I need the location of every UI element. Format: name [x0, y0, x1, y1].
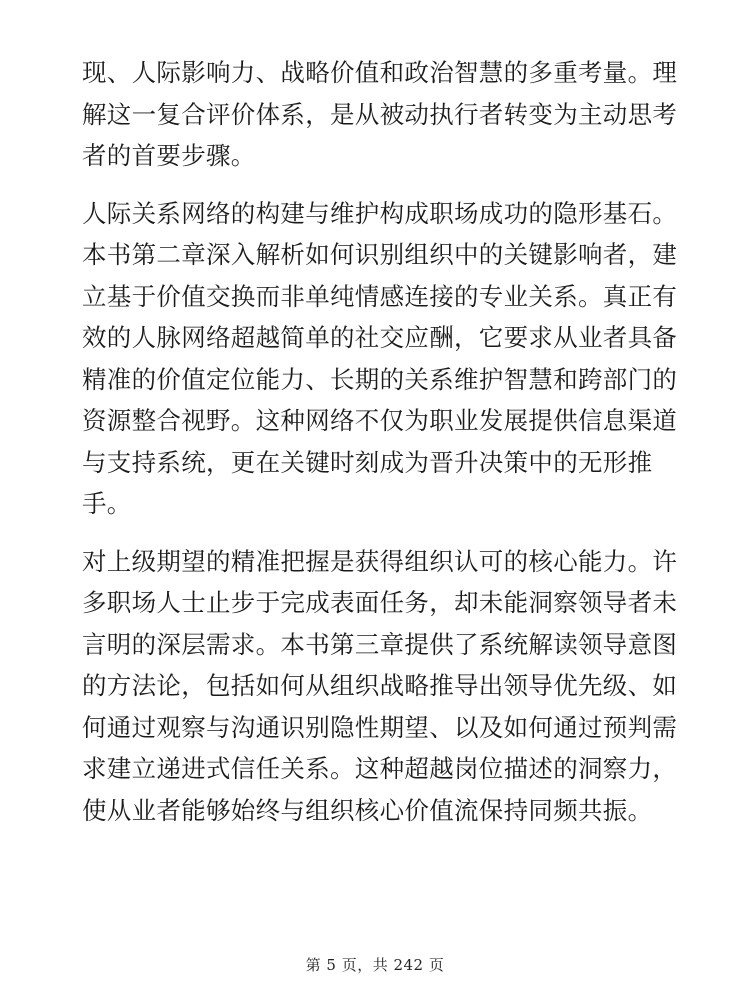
page-body — [82, 52, 678, 847]
paragraph-3: 对上级期望的精准把握是获得组织认可的核心能力。许多职场人士止步于完成表面任务，却未能洞察领导者未言明的深层需求。本书第三章提供了系统解读领导意图的方法论，包括如何从组织战略推导出领导优先级、如何通过观察与沟通识别隐性期望、以及如何通过预判需求建立递进式信任关系。这种超越岗位描述的洞察力，使从业者能够始终与组织核心价值流保持同频共振。 — [82, 546, 678, 825]
page-number-footer: 第 5 页，共 242 页 — [305, 956, 445, 974]
paragraph-2: 人际关系网络的构建与维护构成职场成功的隐形基石。本书第二章深入解析如何识别组织中的关键影响者，建立基于价值交换而非单纯情感连接的专业关系。真正有效的人脉网络超越简单的社交应酬，它要求从业者具备精准的价值定位能力、长期的关系维护智慧和跨部门的资源整合视野。这种网络不仅为职业发展提供信息渠道与支持系统，更在关键时刻成为晋升决策中的无形推手。 — [82, 198, 678, 518]
paragraph-1: 现、人际影响力、战略价值和政治智慧的多重考量。理解这一复合评价体系，是从被动执行者转变为主动思考者的首要步骤。 — [82, 58, 678, 170]
